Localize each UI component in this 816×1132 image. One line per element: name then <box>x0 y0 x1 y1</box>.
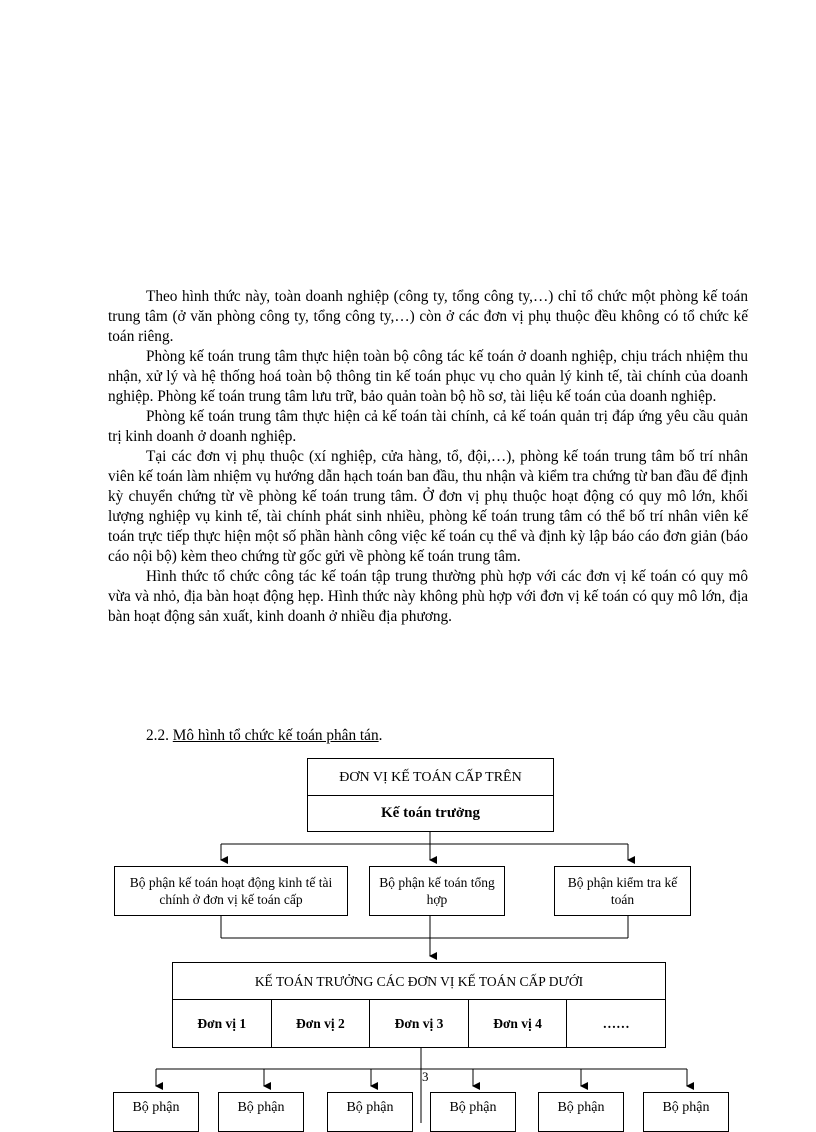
subordinate-units-title: KẾ TOÁN TRƯỞNG CÁC ĐƠN VỊ KẾ TOÁN CẤP DƯỚI <box>173 963 665 1000</box>
paragraph-1: Theo hình thức này, toàn doanh nghiệp (công ty, tổng công ty,…) chỉ tổ chức một phòng kế toán trung tâm (ở văn phòng công ty, tổng công ty,…) còn ở các đơn vị phụ thuộc đều không có tổ chức kế toán riêng. <box>108 288 748 345</box>
operations-accounting-label: Bộ phận kế toán hoạt động kinh tế tài chính ở đơn vị kế toán cấp <box>129 875 333 907</box>
unit-1: Đơn vị 1 <box>197 1016 247 1031</box>
dept-box-2 <box>218 1092 304 1132</box>
dept-label: Bộ phận <box>449 1100 497 1115</box>
dept-box-6 <box>643 1092 729 1132</box>
paragraph-3: Phòng kế toán trung tâm thực hiện cả kế toán tài chính, cả kế toán quản trị đáp ứng yêu cầu quản trị kinh doanh ở doanh nghiệp. <box>108 408 748 445</box>
dept-box-4 <box>430 1092 516 1132</box>
unit-3: Đơn vị 3 <box>369 1000 468 1047</box>
audit-accounting-box <box>554 866 691 916</box>
units-row <box>173 1000 665 1047</box>
general-accounting-label: Bộ phận kế toán tổng hợp <box>379 875 495 907</box>
general-accounting-box <box>369 866 505 916</box>
section-title: Mô hình tổ chức kế toán phân tán <box>172 727 379 744</box>
section-number: 2.2. <box>146 727 169 744</box>
unit-2: Đơn vị 2 <box>271 1000 370 1047</box>
dept-box-1 <box>113 1092 199 1132</box>
operations-accounting-box <box>114 866 348 916</box>
section-heading: 2.2. Mô hình tổ chức kế toán phân tán. <box>146 727 383 744</box>
dept-label: Bộ phận <box>132 1100 180 1115</box>
dept-label: Bộ phận <box>662 1100 710 1115</box>
parent-unit-box <box>307 758 554 832</box>
dept-label: Bộ phận <box>557 1100 605 1115</box>
unit-more: …… <box>566 1000 665 1047</box>
parent-unit-title: ĐƠN VỊ KẾ TOÁN CẤP TRÊN <box>308 759 553 796</box>
dept-label: Bộ phận <box>346 1100 394 1115</box>
paragraph-2: Phòng kế toán trung tâm thực hiện toàn bộ công tác kế toán ở doanh nghiệp, chịu trách nhiệm thu nhận, xử lý và hệ thống hoá toàn bộ thông tin kế toán phục vụ cho quản lý kinh tế, tài chính của doanh nghiệp. Phòng kế toán trung tâm lưu trữ, bảo quản toàn bộ hồ sơ, tài liệu kế toán của doanh nghiệp. <box>108 348 748 405</box>
subordinate-units-box <box>172 962 666 1048</box>
dept-box-3 <box>327 1092 413 1132</box>
chief-accountant-label: Kế toán trưởng <box>381 805 480 821</box>
paragraph-5: Hình thức tổ chức công tác kế toán tập trung thường phù hợp với các đơn vị kế toán có quy mô vừa và nhỏ, địa bàn hoạt động hẹp. Hình thức này không phù hợp với đơn vị kế toán có quy mô lớn, địa bàn hoạt động sản xuất, kinh doanh ở nhiều địa phương. <box>108 568 748 625</box>
dept-label: Bộ phận <box>237 1100 285 1115</box>
audit-accounting-label: Bộ phận kiểm tra kế toán <box>567 875 678 907</box>
dept-box-5 <box>538 1092 624 1132</box>
paragraph-4: Tại các đơn vị phụ thuộc (xí nghiệp, cửa hàng, tổ, đội,…), phòng kế toán trung tâm bố trí nhân viên kế toán làm nhiệm vụ hướng dẫn hạch toán ban đầu, thu nhận và kiểm tra chứng từ ban đầu để định kỳ chuyển chứng từ về phòng kế toán trung tâm. Ở đơn vị phụ thuộc hoạt động có quy mô lớn, khối lượng nghiệp vụ kinh tế, tài chính phát sinh nhiều, phòng kế toán trung tâm có thể bố trí nhân viên kế toán trực tiếp thực hiện một số phần hành công việc kế toán cụ thể và định kỳ lập báo cáo đơn giản (báo cáo nội bộ) kèm theo chứng từ gốc gửi về phòng kế toán trung tâm. <box>108 448 748 565</box>
page-number: 3 <box>422 1069 429 1084</box>
unit-4: Đơn vị 4 <box>468 1000 567 1047</box>
